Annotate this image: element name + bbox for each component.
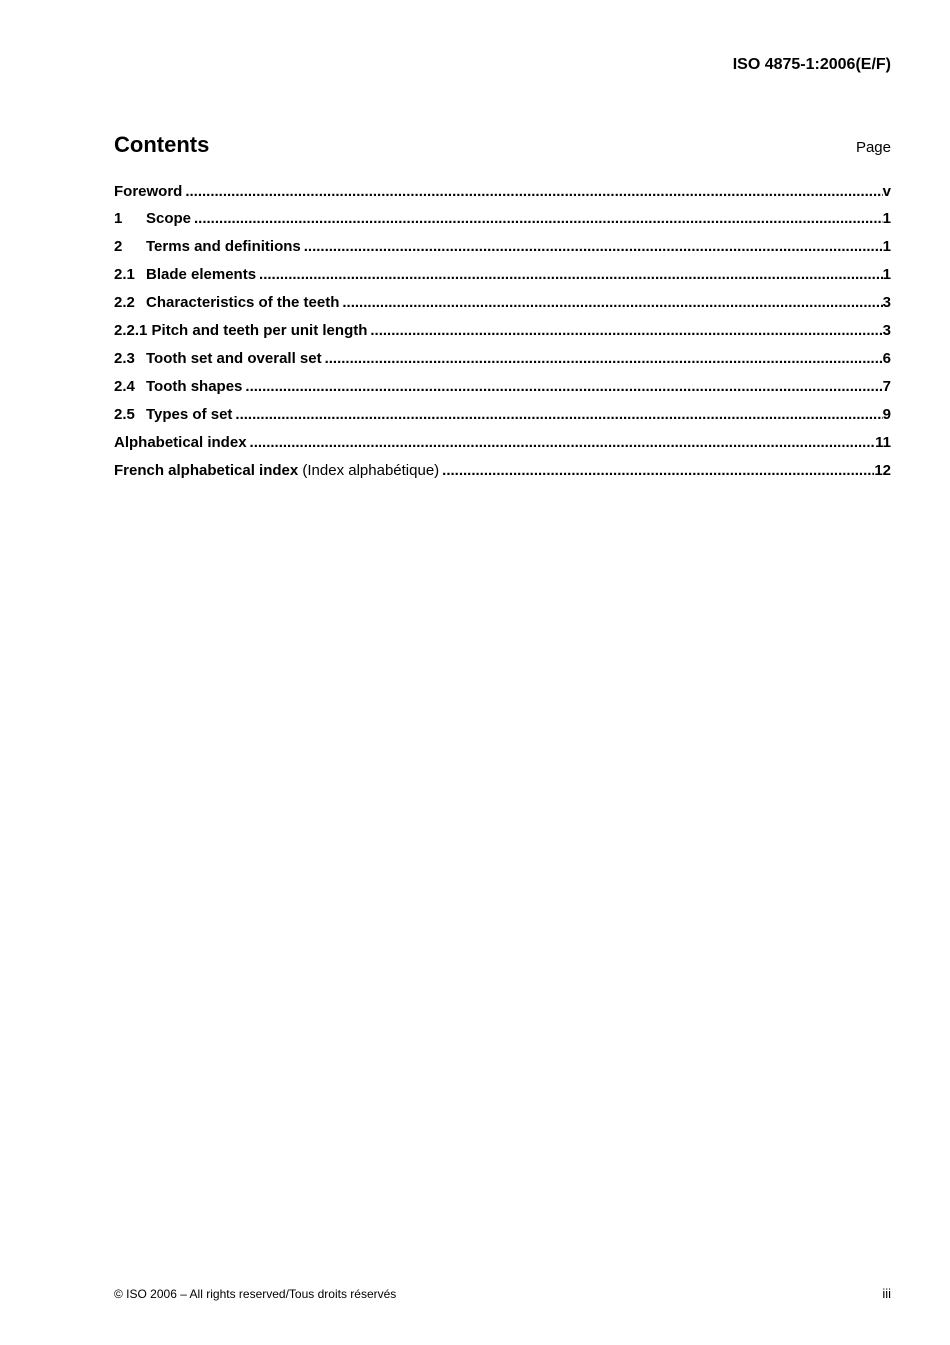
toc-entry-title: Terms and definitions (146, 238, 301, 255)
toc-dot-leader (191, 209, 883, 229)
toc-entry-pitch-and-teeth[interactable] (114, 321, 891, 349)
toc-entry-title-text: French alphabetical index (114, 462, 299, 479)
toc-entry-number: 2.5 (114, 406, 135, 423)
toc-entry-number: 2.4 (114, 378, 135, 395)
toc-dot-leader (339, 293, 882, 313)
toc-entry-french-alphabetical-index[interactable] (114, 461, 891, 489)
page-column-label: Page (855, 139, 891, 156)
toc-entry-title: Tooth shapes (146, 378, 243, 395)
toc-entry-page: 12 (874, 462, 891, 479)
toc-entry-title (147, 321, 367, 341)
toc-entry-title: Scope (146, 210, 192, 227)
toc-entry-tooth-set[interactable] (114, 349, 891, 377)
toc-entry-number: 2.2.1 (114, 322, 148, 339)
toc-entry-page: 7 (882, 378, 891, 395)
toc-entry-page: 3 (882, 322, 891, 339)
toc-entry-page: v (882, 183, 891, 200)
toc-dot-leader (232, 405, 882, 425)
footer-page-number: iii (882, 1286, 891, 1301)
toc-entry-terms-and-definitions[interactable] (114, 237, 891, 265)
toc-entry-alphabetical-index[interactable] (114, 433, 891, 461)
toc-dot-leader (242, 377, 882, 397)
toc-dot-leader (439, 461, 874, 481)
toc-entry-characteristics-of-the-teeth[interactable] (114, 293, 891, 321)
toc-entry-title: Tooth set and overall set (146, 350, 322, 367)
toc-entry-subtitle: (Index alphabétique) (302, 462, 440, 479)
toc-entry-title: Blade elements (146, 266, 257, 283)
toc-entry-title-text: Pitch and teeth per unit length (151, 322, 368, 339)
toc-entry-title: Foreword (114, 183, 183, 200)
toc-dot-leader (182, 182, 882, 202)
toc-entry-tooth-shapes[interactable] (114, 377, 891, 405)
toc-entry-number: 2.2 (114, 294, 135, 311)
toc-entry-page: 9 (882, 406, 891, 423)
table-of-contents (114, 182, 891, 489)
toc-entry-title: Types of set (146, 406, 233, 423)
toc-dot-leader (256, 265, 883, 285)
toc-entry-page: 3 (882, 294, 891, 311)
toc-entry-number: 2 (114, 238, 123, 255)
footer-copyright: © ISO 2006 – All rights reserved/Tous droits réservés (114, 1287, 397, 1301)
toc-entry-number: 2.3 (114, 350, 135, 367)
toc-dot-leader (367, 321, 882, 341)
toc-entry-number: 2.1 (114, 266, 135, 283)
toc-entry-page: 1 (882, 210, 891, 227)
toc-dot-leader (247, 433, 876, 453)
toc-dot-leader (301, 237, 883, 257)
toc-entry-blade-elements[interactable] (114, 265, 891, 293)
toc-entry-scope[interactable] (114, 209, 891, 237)
toc-entry-title (114, 461, 439, 481)
toc-entry-title: Characteristics of the teeth (146, 294, 340, 311)
toc-entry-page: 6 (882, 350, 891, 367)
contents-title: Contents (114, 132, 210, 157)
toc-entry-page: 11 (875, 434, 891, 451)
toc-entry-types-of-set[interactable] (114, 405, 891, 433)
toc-entry-number: 1 (114, 210, 123, 227)
toc-entry-title: Alphabetical index (114, 434, 247, 451)
toc-entry-foreword[interactable] (114, 182, 891, 209)
toc-dot-leader (322, 349, 883, 369)
toc-entry-page: 1 (882, 238, 891, 255)
document-id: ISO 4875-1:2006(E/F) (732, 56, 891, 73)
toc-entry-page: 1 (882, 266, 891, 283)
